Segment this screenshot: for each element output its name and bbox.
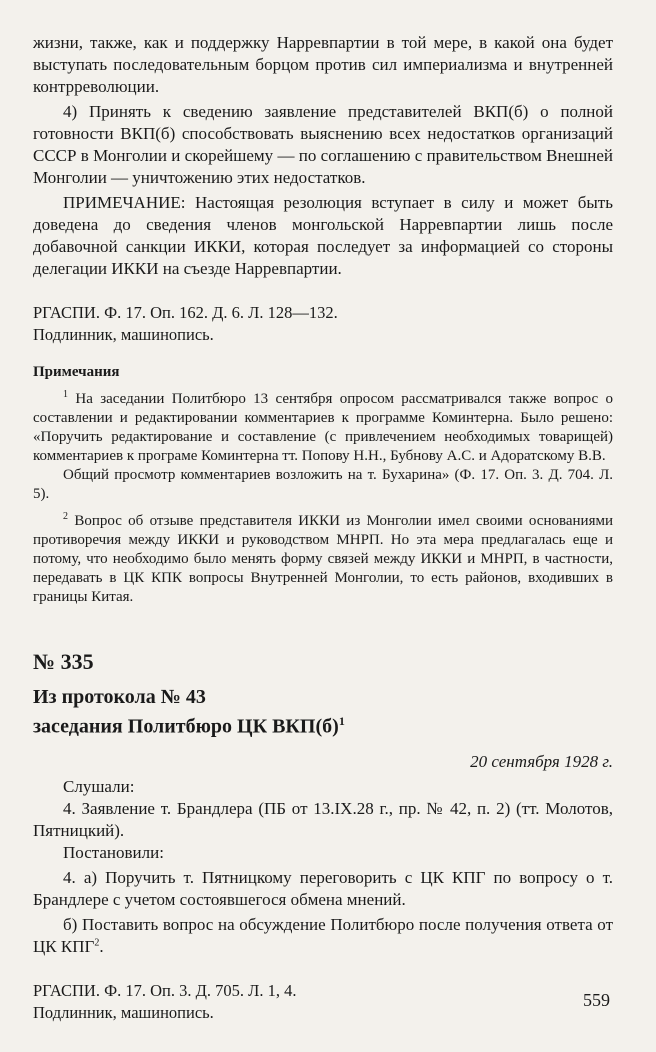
document-title-text: заседания Политбюро ЦК ВКП(б): [33, 715, 339, 738]
heard-item: 4. Заявление т. Брандлера (ПБ от 13.IX.28 г., пр. № 42, п. 2) (тт. Молотов, Пятницкий).: [33, 798, 613, 840]
resolved-item-a: 4. а) Поручить т. Пятницкому переговорить с ЦК КПГ по вопросу о т. Брандлере с учетом состоявшегося обмена мнений.: [33, 867, 613, 909]
footnote-2-text: Вопрос об отзыве представителя ИККИ из Монголии имел своими основаниями противоречия между ИККИ и руководством МНРП. Но эта мера предлагалась еще и потому, что необходимо было менять форму связей между ИККИ и МНРП, в частности, передавать в ЦК КПК вопросы Внутренней Монголии, то есть районов, входивших в границы Китая.: [33, 513, 614, 605]
footnote-2: [33, 512, 613, 607]
heard-label: Слушали:: [63, 776, 135, 796]
footnote-2-marker: 2: [63, 511, 68, 522]
source-archive: РГАСПИ. Ф. 17. Оп. 162. Д. 6. Л. 128—132.: [33, 303, 338, 322]
paragraph-item-4: 4) Принять к сведению заявление представителей ВКП(б) о полной готовности ВКП(б) способствовать выяснению всех недостатков организаций СССР в Монголии и скорейшему — по соглашению с правительством Внешней Монголии — уничтожению этих недостатков.: [33, 102, 613, 187]
source-block-2: [33, 980, 613, 1024]
resolved-item-b-footnote-marker: 2: [94, 937, 100, 948]
source-archive-2: РГАСПИ. Ф. 17. Оп. 3. Д. 705. Л. 1, 4.: [33, 980, 297, 1000]
paragraph-note: ПРИМЕЧАНИЕ: Настоящая резолюция вступает в силу и может быть доведена до сведения членов монгольской Нарревпартии лишь после добавочной санкции ИККИ, которая последует за информацией со стороны делегации ИККИ на съезде Нарревпартии.: [33, 193, 613, 278]
page-number: 559: [583, 990, 610, 1010]
document-title-line-2: [33, 709, 613, 739]
document-title: [33, 685, 613, 739]
footnote-1-continuation: Общий просмотр комментариев возложить на т. Бухарина» (Ф. 17. Оп. 3. Д. 704. Л. 5).: [33, 467, 613, 502]
document-title-line-1: Из протокола № 43: [33, 686, 206, 708]
footnote-1-marker: 1: [63, 389, 68, 400]
resolved-item-b: [33, 914, 613, 958]
notes-section: [33, 362, 613, 607]
document-title-footnote-marker: 1: [338, 714, 345, 728]
resolved-item-b-text: б) Поставить вопрос на обсуждение Политбюро после получения ответа от ЦК КПГ: [33, 914, 613, 956]
page-body: [33, 32, 613, 1024]
document-date: 20 сентября 1928 г.: [470, 751, 613, 771]
source-type: Подлинник, машинопись.: [33, 325, 214, 344]
document-number: № 335: [33, 649, 94, 674]
source-type-2: Подлинник, машинопись.: [33, 1002, 214, 1022]
resolved-label: Постановили:: [63, 842, 164, 862]
footnote-1: [33, 390, 613, 466]
notes-heading: Примечания: [33, 364, 120, 380]
footnote-1-text: На заседании Политбюро 13 сентября опросом рассматривался также вопрос о составлении и редактировании комментариев к программе Коминтерна. Было решено: «Поручить редактирование и составление (с привлечением необходимых товарищей) комментариев к програме Коминтерна тт. Попову Н.Н., Бубнову А.С. и Адоратскому В.В.: [33, 391, 614, 464]
resolved-item-b-end: .: [99, 936, 104, 956]
source-block-1: [33, 302, 613, 346]
paragraph-continuation: жизни, также, как и поддержку Нарревпартии в той мере, в какой она будет выступать последовательным борцом против сил империализма и внутренней контрреволюции.: [33, 33, 613, 96]
